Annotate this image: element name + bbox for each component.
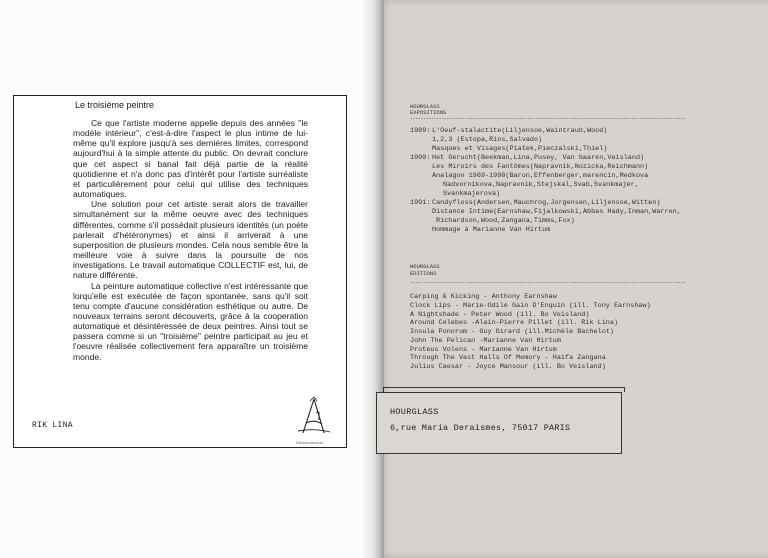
expositions-label: EXPOSITIONS — [410, 109, 447, 116]
exposition-item: Candyfloss(Andersen,Mauchrog,Jorgensen,Liljensoe,Witten) — [432, 199, 661, 207]
year-label: 1990: — [410, 154, 431, 162]
essay-title: Le troisième peintre — [75, 100, 155, 110]
right-page — [378, 0, 768, 558]
exposition-item: L'Oeuf-stalactite(Liljensoe,Waintraub,Wood) — [432, 127, 608, 135]
exposition-item: Svankmajerova) — [443, 190, 501, 198]
expositions-divider: ********************************************************************************************************** — [410, 118, 686, 123]
year-label: 1989: — [410, 127, 431, 135]
exposition-item: Masques et Visages(Piatek,Pieczalski,Thiel) — [432, 145, 608, 153]
exposition-item: Distance Intime(Earnshaw,Fijalkowski,Abbas Hady,Inman,Warren, — [432, 208, 681, 216]
essay-frame — [13, 95, 347, 448]
exposition-item: Richardson,Wood,Zangana,Timms,Fox) — [436, 217, 575, 225]
signature-logo-icon — [296, 395, 332, 440]
year-label: 1991: — [410, 199, 431, 207]
expositions-list — [410, 127, 762, 235]
expositions-label-brand: HOURGLASS — [410, 103, 440, 110]
exposition-item: Hommage à Marianne Van Hirtum — [432, 226, 551, 234]
address-name: HOURGLASS — [390, 407, 439, 417]
editions-label: EDITIONS — [410, 270, 437, 277]
author-signature: RIK LINA — [32, 421, 73, 430]
edition-item: Through The Vast Halls Of Memory - Haifa Zangana — [410, 354, 606, 363]
exposition-item: Het Gerucht(Beekman,Lina,Pusey, Van baaren,Veisland) — [432, 154, 645, 162]
edition-item: Insula Ponorum - Guy Girard (ill.Michèle Bachelot) — [410, 328, 614, 336]
editions-label-brand: HOURGLASS — [410, 263, 440, 270]
exposition-item: Les Miroirs des Fantômes(Napravnik,Nozicka,Reichmann) — [432, 163, 649, 171]
essay-paragraph: Ce que l'artiste moderne appelle depuis des années "le modèle intérieur", c'est-à-dire l'aspect le plus intime de lui-même qu'il explore jusqu'à ses dernières limites, correspond aujourd'hui à la simple attente du public. On devrait conclure que cet aspect si banal fait déjà partie de la réalité quotidienne et n'a donc pas d'intérêt pour l'artiste surréaliste et particulièrement pour celui qui utilise des techniques automatiques. — [73, 118, 308, 200]
year-1989 — [410, 127, 762, 154]
logo-caption: Descendechoix — [296, 440, 324, 445]
exposition-item: 1,2,3 (Estopa,Rios,Salvado) — [432, 136, 543, 144]
edition-item: Clock Lips - Marie-Odile Gain D'Enquin (ill. Tony Earnshaw) — [410, 301, 651, 310]
exposition-item: Analagon 1969-1990(Baron,Effenberger,marencin,Medkova — [432, 172, 649, 180]
editions-divider: ********************************************************************************************************** — [410, 282, 686, 287]
year-1991 — [410, 199, 762, 235]
address-stamp — [376, 392, 622, 454]
book-gutter — [362, 0, 384, 558]
exposition-item: Nadvornikova,Napravnik,Stejskal,Svab,Svankmajer, — [443, 181, 639, 189]
edition-item: John The Pelican -Marianne Van Hirtum — [410, 336, 561, 345]
address-street: 6,rue Maria Deraismes, 75017 PARIS — [390, 423, 571, 433]
edition-item: Around Celebes -Alain-Pierre Pillet (ill. Rik Lina) — [410, 319, 619, 328]
edition-item: Carping & Kicking - Anthony Earnshaw — [410, 293, 557, 301]
essay-paragraph: La peinture automatique collective n'est intéressante que lorqu'elle est exécutée de façon spontanée, sans qu'il soit tenu compte d'aucune considération esthétique ou autre. De nouveaux terrains seront découverts, grâce à la cooperation automatique et désintéressée de deux peintres. Ainsi tout se passera comme si un "troisième" peintre participait au jeu et l'oeuvre réalisée collectivement fera apparaître un troisième monde. — [73, 280, 308, 362]
editions-list — [410, 293, 762, 372]
edition-item: A Nightshade - Peter Wood (ill. Bo Veisland) — [410, 310, 590, 319]
edition-item: Proteus Volens - Marianne Van Hirtum — [410, 345, 557, 354]
essay-paragraph: Une solution pour cet artiste serait alors de travailler simultanément sur la même oeuvre avec des techniques différentes, comme s'il possèdait plusieurs identités (un poète parlerait d'hétéronymes) et ainsi il arriverait à une superposition de plusieurs mondes. Cela nous semble être la meilleure voie à suivre dans la poursuite de nos investigations. Le travail automatique COLLECTIF est, lui, de nature différente. — [73, 199, 308, 281]
year-1990 — [410, 154, 762, 199]
edition-item: Julius Caesar - Joyce Mansour (ill. Bo Veisland) — [410, 363, 606, 371]
essay-body — [73, 118, 308, 362]
